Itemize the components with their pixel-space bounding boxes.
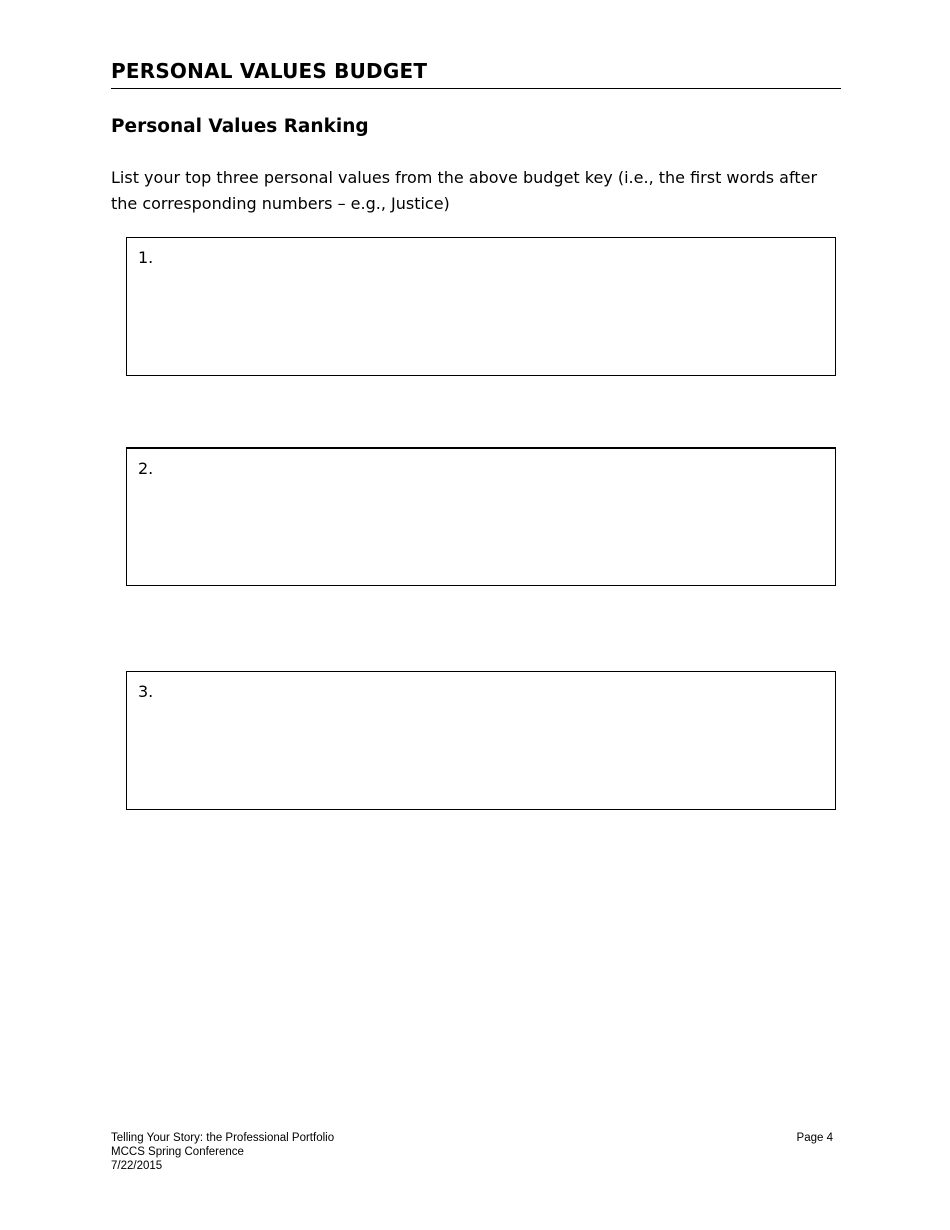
page-number: Page 4 bbox=[796, 1132, 833, 1144]
value-answer-box-2[interactable] bbox=[126, 447, 836, 586]
value-answer-box-1[interactable] bbox=[126, 237, 836, 376]
value-number-label: 2. bbox=[138, 459, 154, 478]
value-number-label: 3. bbox=[138, 682, 154, 701]
footer-info bbox=[111, 1131, 334, 1173]
footer-document-title: Telling Your Story: the Professional Portfolio bbox=[111, 1132, 335, 1144]
value-number-label: 1. bbox=[138, 248, 154, 267]
page-header bbox=[111, 58, 841, 89]
value-answer-box-3[interactable] bbox=[126, 671, 836, 810]
page-title: PERSONAL VALUES BUDGET bbox=[111, 59, 428, 83]
section-title: Personal Values Ranking bbox=[111, 116, 369, 137]
footer-date: 7/22/2015 bbox=[111, 1160, 163, 1172]
footer-conference: MCCS Spring Conference bbox=[111, 1146, 244, 1158]
instructions-text: List your top three personal values from the above budget key (i.e., the first words after the corresponding numbers – e.g., Justice) bbox=[111, 168, 818, 213]
